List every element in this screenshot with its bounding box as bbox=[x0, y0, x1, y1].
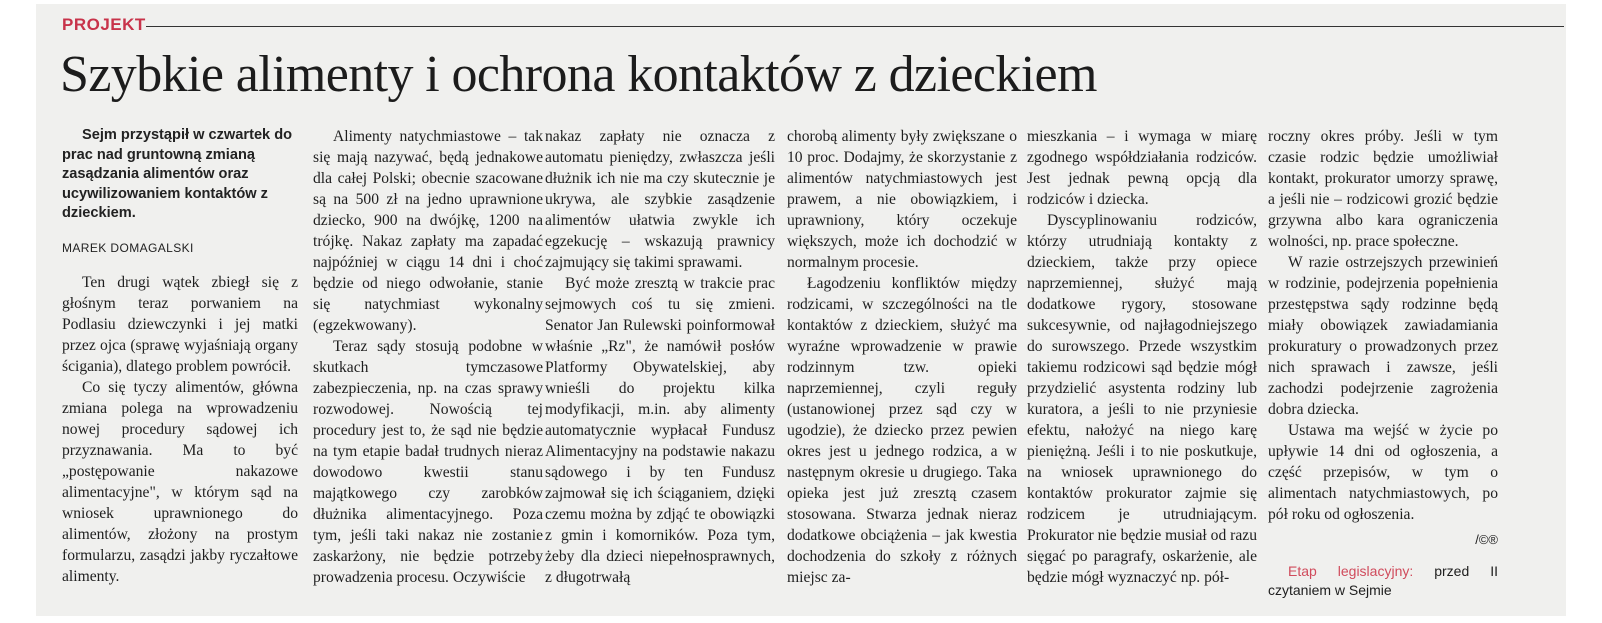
lead-paragraph: Sejm przystąpił w czwartek do prac nad gruntowną zmianą zasądzania alimentów oraz ucywilizowaniem kontaktów z dzieckiem. bbox=[62, 127, 293, 221]
legislative-stage-label: Etap legislacyjny: bbox=[1288, 563, 1414, 579]
body-paragraph: Być może zresztą w trakcie prac sejmowych coś tu się zmieni. Senator Jan Rulewski poinformował właśnie „Rz", że namówił posłów Platformy Obywatelskiej, aby wnieśli do projektu kilka modyfikacji, m.in. aby alimenty automatycznie wypłacał Fundusz Alimentacyjny na podstawie nakazu sądowego i by ten Fundusz zajmował się ich ściąganiem, dzięki czemu można by zdjąć te obowiązki z gmin i komorników. Poza tym, żeby dla dzieci niepełnosprawnych, z długotrwałą bbox=[545, 275, 775, 586]
body-paragraph: Alimenty natychmiastowe – tak się mają nazywać, będą jednakowe dla całej Polski; obecnie szacowane są na 500 zł na jedno uprawnione dziecko, 900 na dwójkę, 1200 na trójkę. Nakaz zapłaty ma zapadać najpóźniej w ciągu 14 dni i choć będzie od niego odwołanie, stanie się natychmiast wykonalny (egzekwowany). bbox=[313, 128, 543, 334]
body-paragraph: nakaz zapłaty nie oznacza z automatu pieniędzy, zwłaszcza jeśli dłużnik ich nie ma czy skutecznie je ukrywa, ale szybkie zasądzenie alimentów ułatwia zwykle ich egzekucję – wskazują prawnicy zajmujący się takimi sprawami. bbox=[545, 128, 775, 271]
author-signature: /©® bbox=[1475, 532, 1498, 547]
section-rule bbox=[146, 26, 1564, 27]
newspaper-clipping bbox=[36, 4, 1566, 616]
body-paragraph: mieszkania – i wymaga w miarę zgodnego współdziałania rodziców. Jest jednak pewną opcją dla rodziców i dziecka. bbox=[1027, 128, 1257, 208]
body-paragraph: Ten drugi wątek zbiegł się z głośnym teraz porwaniem na Podlasiu dziewczynki i jej matki przez ojca (sprawę wyjaśniają organy ścigania), dlatego problem powrócił. bbox=[62, 273, 298, 375]
body-paragraph: W razie ostrzejszych przewinień w rodzinie, podejrzenia popełnienia przestępstwa sądy rodzinne będą miały obowiązek zawiadamiania prokuratury o prowadzonych przez nich sprawach i zawsze, jeśli zachodzi podejrzenie zagrożenia dobra dziecka. bbox=[1268, 254, 1498, 418]
column-4 bbox=[787, 126, 1017, 588]
section-header bbox=[62, 14, 1564, 36]
column-6 bbox=[1268, 126, 1498, 600]
legislative-stage-text: przed II czytaniem w Sejmie bbox=[1268, 563, 1498, 598]
body-paragraph: Dyscyplinowaniu rodziców, którzy utrudniają kontakty z dzieckiem, także przy opiece naprzemiennej, służyć mają dodatkowe rygory, stosowane sukcesywnie, od najłagodniejszego do surowszego. Przede wszystkim takiemu rodzicowi sąd będzie mógł przydzielić asystenta rodziny lub kuratora, a jeśli to nie przyniesie efektu, nałożyć na niego karę pieniężną. Jeśli i to nie poskutkuje, na wniosek uprawnionego do kontaktów prokurator zajmie się rodzicem je utrudniającym. Prokurator nie będzie musiał od razu sięgać po paragrafy, oskarżenie, ale będzie mógł wyznaczyć np. pół- bbox=[1027, 212, 1257, 586]
body-paragraph: Łagodzeniu konfliktów między rodzicami, w szczególności na tle kontaktów z dzieckiem, służyć ma wyraźne wprowadzenie w prawie rodzinnym tzw. opieki naprzemiennej, czyli reguły (ustanowionej przez sąd czy w ugodzie), że dziecko przez pewien okres jest u jednego rodzica, a w następnym okresie u drugiego. Taka opieka jest już zresztą czasem stosowana. Stwarza jednak nieraz dodatkowe obciążenia – jak kwestia dochodzenia do szkoły z różnych miejsc za- bbox=[787, 275, 1017, 586]
column-3 bbox=[545, 126, 775, 588]
section-label: PROJEKT bbox=[62, 15, 146, 34]
headline: Szybkie alimenty i ochrona kontaktów z dzieckiem bbox=[60, 46, 1097, 103]
body-paragraph: Ustawa ma wejść w życie po upływie 14 dni od ogłoszenia, a część przepisów, w tym o alimentach natychmiastowych, po pół roku od ogłoszenia. bbox=[1268, 422, 1498, 523]
column-1 bbox=[62, 126, 298, 587]
body-paragraph: Co się tyczy alimentów, główna zmiana polega na wprowadzeniu nowej procedury sądowej ich przyznawania. Ma to być „postępowanie nakazowe alimentacyjne", w którym sąd na wniosek uprawnionego do alimentów, złożony na prostym formularzu, zasądzi jakby ryczałtowe alimenty. bbox=[62, 378, 298, 585]
body-paragraph: roczny okres próby. Jeśli w tym czasie rodzic będzie umożliwiał kontakt, prokurator umorzy sprawę, a jeśli nie – rodzicowi grozić będzie grzywna albo kara ograniczenia wolności, np. prace społeczne. bbox=[1268, 128, 1498, 250]
body-paragraph: Teraz sądy stosują podobne w skutkach tymczasowe zabezpieczenia, np. na czas sprawy rozwodowej. Nowością tej procedury jest to, że sąd nie będzie na tym etapie badał trudnych nieraz dowodowo kwestii stanu majątkowego czy zarobków dłużnika alimentacyjnego. Poza tym, jeśli taki nakaz nie zostanie zaskarżony, nie będzie potrzeby prowadzenia procesu. Oczywiście bbox=[313, 338, 543, 586]
column-5 bbox=[1027, 126, 1257, 588]
column-2 bbox=[313, 126, 543, 588]
body-paragraph: chorobą alimenty były zwiększane o 10 proc. Dodajmy, że skorzystanie z alimentów natychmiastowych jest prawem, a nie obowiązkiem, i uprawniony, który oczekuje większych, może ich dochodzić w normalnym procesie. bbox=[787, 128, 1017, 271]
legislative-stage bbox=[1268, 562, 1498, 600]
author-byline: MAREK DOMAGALSKI bbox=[62, 240, 194, 255]
